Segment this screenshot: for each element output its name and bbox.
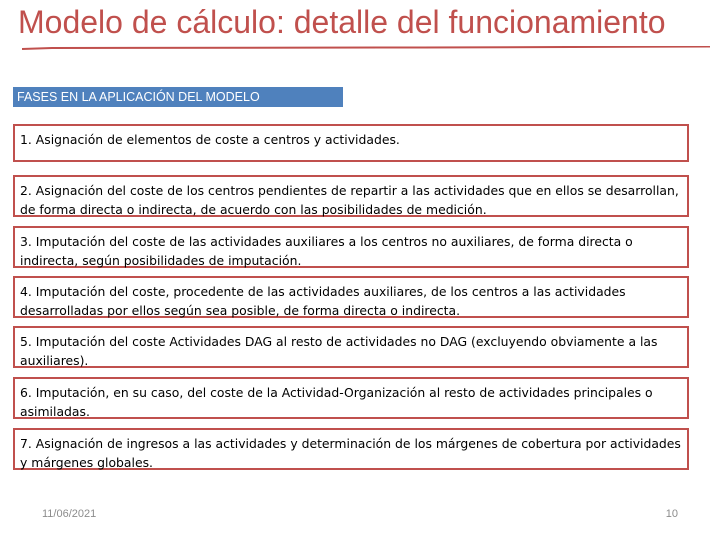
title-underline bbox=[22, 46, 710, 49]
step-box-7 bbox=[13, 428, 689, 470]
footer-date: 11/06/2021 bbox=[42, 508, 97, 520]
step-box-5 bbox=[13, 326, 689, 368]
step-text: 2. Asignación del coste de los centros pendientes de repartir a las actividades que en ellos se desarrollan, de forma directa o indirecta, de acuerdo con las posibilidades de medición. bbox=[20, 183, 679, 217]
step-text: 7. Asignación de ingresos a las actividades y determinación de los márgenes de cobertura por actividades y márgenes globales. bbox=[20, 436, 681, 470]
step-text: 5. Imputación del coste Actividades DAG al resto de actividades no DAG (excluyendo obviamente a las auxiliares). bbox=[20, 334, 658, 368]
step-box-4 bbox=[13, 276, 689, 318]
step-text: 6. Imputación, en su caso, del coste de la Actividad-Organización al resto de actividades principales o asimiladas. bbox=[20, 385, 653, 419]
step-text: 3. Imputación del coste de las actividades auxiliares a los centros no auxiliares, de forma directa o indirecta, según posibilidades de imputación. bbox=[20, 234, 633, 268]
page-number: 10 bbox=[665, 508, 678, 520]
step-box-2 bbox=[13, 175, 689, 217]
step-box-3 bbox=[13, 226, 689, 268]
step-box-1 bbox=[13, 124, 689, 162]
step-text: 4. Imputación del coste, procedente de las actividades auxiliares, de los centros a las actividades desarrolladas por ellos según sea posible, de forma directa o indirecta. bbox=[20, 284, 626, 318]
section-label: FASES EN LA APLICACIÓN DEL MODELO bbox=[13, 87, 343, 107]
slide-title: Modelo de cálculo: detalle del funcionamiento bbox=[18, 4, 666, 40]
step-text: 1. Asignación de elementos de coste a centros y actividades. bbox=[20, 132, 400, 147]
step-box-6 bbox=[13, 377, 689, 419]
